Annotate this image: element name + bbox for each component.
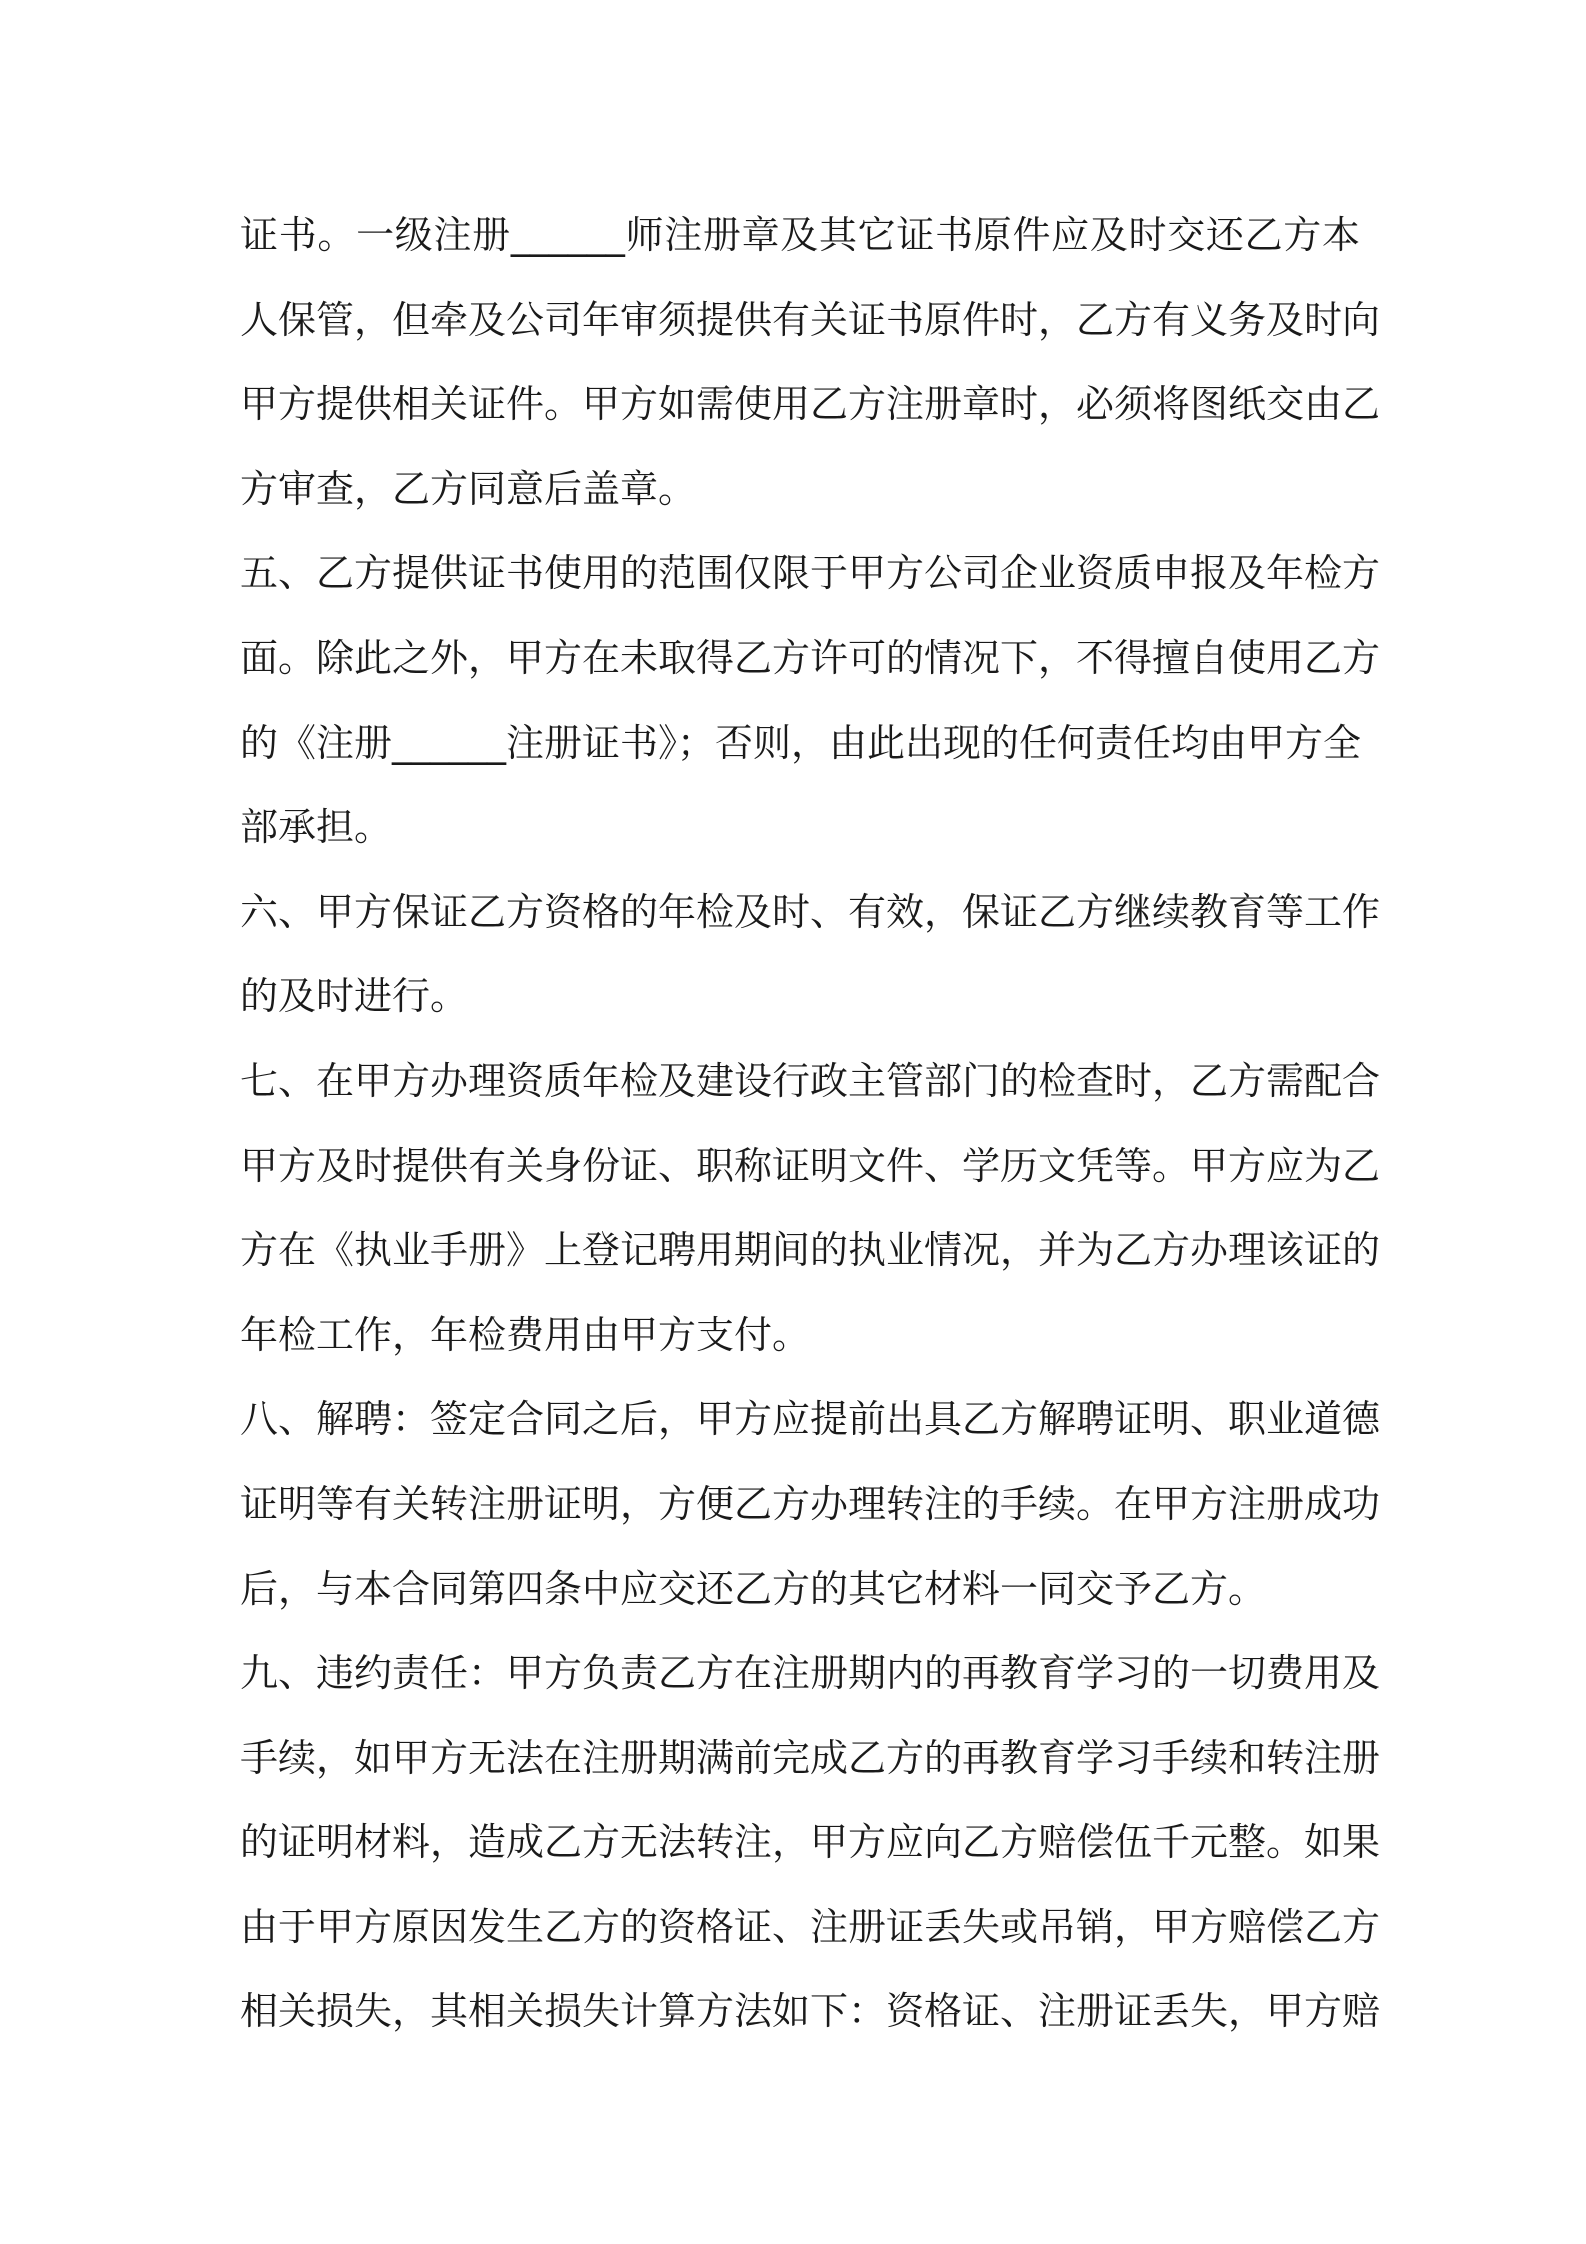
clause-6-line: 六、甲方保证乙方资格的年检及时、有效，保证乙方继续教育等工作 [240,889,1381,934]
text-line: 年检工作，年检费用由甲方支付。 [240,1312,811,1357]
clause-5-line: 五、乙方提供证书使用的范围仅限于甲方公司企业资质申报及年检方 [240,551,1381,596]
text-line: 方在《执业手册》上登记聘用期间的执业情况，并为乙方办理该证的 [240,1228,1381,1273]
clause-9-line: 九、违约责任：甲方负责乙方在注册期内的再教育学习的一切费用及 [240,1651,1381,1696]
text-line: 部承担。 [240,805,393,850]
text-line: 方审查，乙方同意后盖章。 [240,466,697,511]
clause-8-line: 八、解聘：签定合同之后，甲方应提前出具乙方解聘证明、职业道德 [240,1397,1381,1442]
text-line: 面。除此之外，甲方在未取得乙方许可的情况下，不得擅自使用乙方 [240,635,1381,680]
text-line: 的及时进行。 [240,974,469,1019]
text-line: 证明等有关转注册证明，方便乙方办理转注的手续。在甲方注册成功 [240,1481,1381,1526]
contract-body-text [240,193,1381,2054]
text-line: 人保管，但牵及公司年审须提供有关证书原件时，乙方有义务及时向 [240,297,1381,342]
text-line: 由于甲方原因发生乙方的资格证、注册证丢失或吊销，甲方赔偿乙方 [240,1904,1381,1949]
text-line: 甲方及时提供有关身份证、职称证明文件、学历文凭等。甲方应为乙 [240,1143,1381,1188]
text-line: 的《注册______注册证书》；否则，由此出现的任何责任均由甲方全 [240,720,1362,765]
text-line: 后，与本合同第四条中应交还乙方的其它材料一同交予乙方。 [240,1566,1267,1611]
text-line: 手续，如甲方无法在注册期满前完成乙方的再教育学习手续和转注册 [240,1735,1381,1780]
text-line: 甲方提供相关证件。甲方如需使用乙方注册章时，必须将图纸交由乙 [240,382,1381,427]
text-line: 证书。一级注册______师注册章及其它证书原件应及时交还乙方本 [240,213,1360,257]
text-line: 的证明材料，造成乙方无法转注，甲方应向乙方赔偿伍千元整。如果 [240,1820,1381,1865]
text-line: 相关损失，其相关损失计算方法如下：资格证、注册证丢失，甲方赔 [240,1989,1381,2034]
clause-7-line: 七、在甲方办理资质年检及建设行政主管部门的检查时，乙方需配合 [240,1058,1381,1103]
